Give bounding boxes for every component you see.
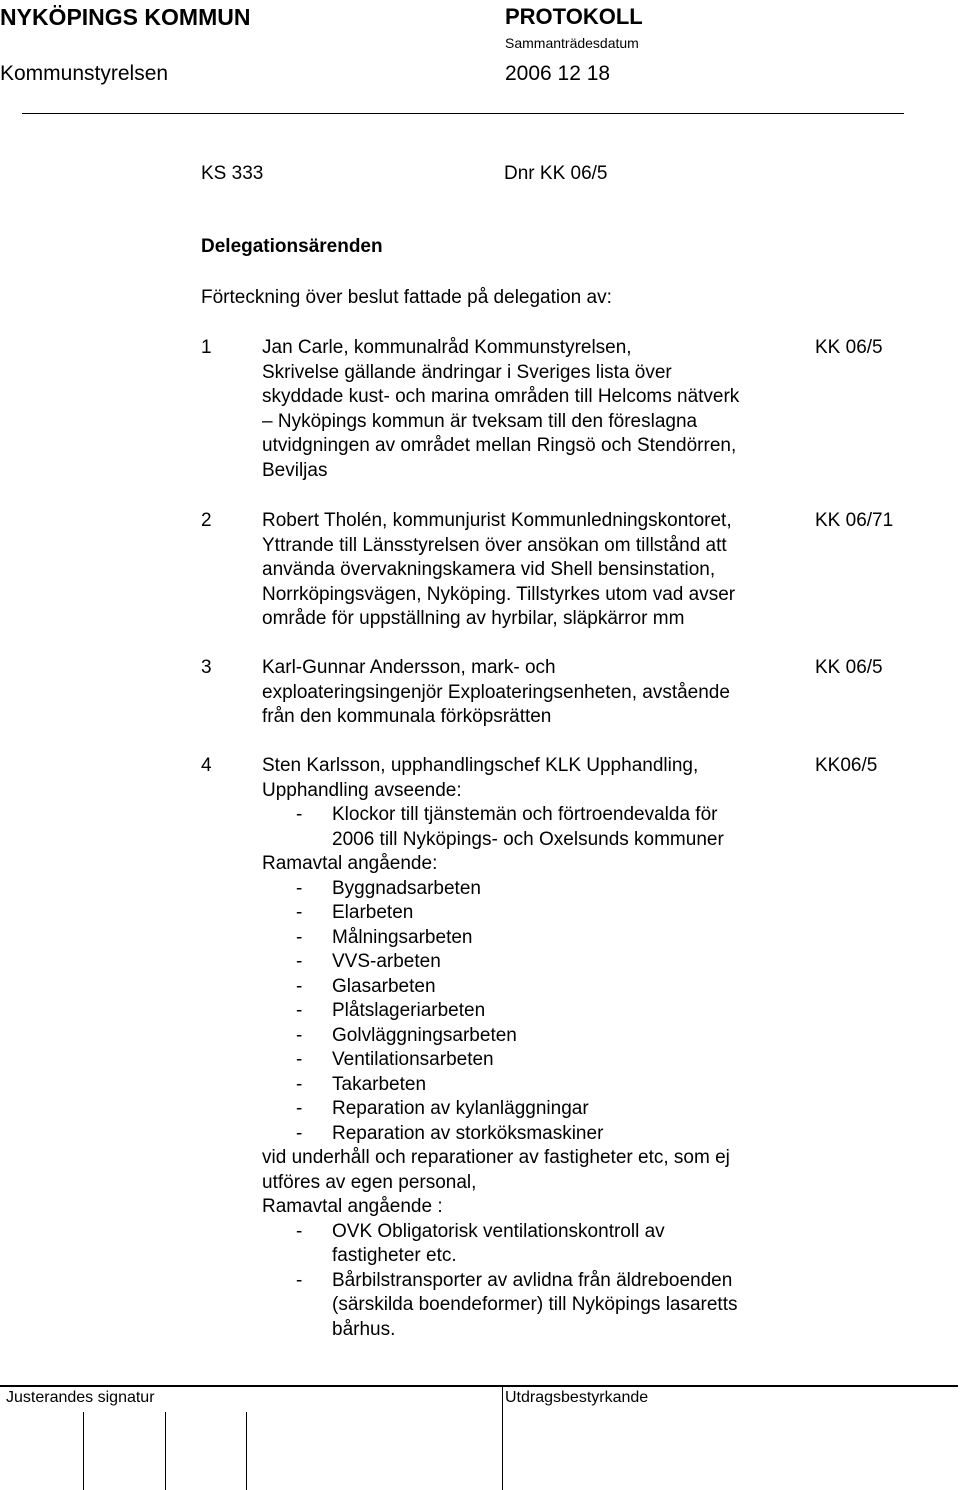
- bullet-item: [262, 901, 802, 926]
- bullet-item: [262, 1220, 802, 1245]
- bullet-continuation: (särskilda boendeformer) till Nyköpings lasaretts: [332, 1294, 738, 1315]
- item-4-text: [262, 754, 802, 1342]
- signature-label: Justerandes signatur: [6, 1389, 155, 1406]
- signature-box-divider: [502, 1386, 503, 1490]
- bullet-text: Plåtslageriarbeten: [332, 1000, 486, 1021]
- bullet-text: Elarbeten: [332, 902, 414, 923]
- item-reference: KK 06/5: [815, 337, 883, 358]
- board-name: Kommunstyrelsen: [0, 62, 169, 85]
- bullet-dash: -: [296, 926, 303, 948]
- bullet-dash: -: [296, 1220, 303, 1242]
- item-line: exploateringsingenjör Exploateringsenheten, avstående: [262, 681, 730, 703]
- bullet-item: [262, 877, 802, 902]
- item-reference: KK06/5: [815, 755, 878, 776]
- item-line: utvidgningen av området mellan Ringsö och Stendörren,: [262, 435, 737, 456]
- item-line: vid underhåll och reparationer av fastigheter etc, som ej: [262, 1147, 730, 1168]
- bullet-continuation: fastigheter etc.: [332, 1245, 457, 1266]
- bullet-dash: -: [296, 1122, 303, 1144]
- item-line: Robert Tholén, kommunjurist Kommunledningskontoret,: [262, 510, 732, 531]
- bullet-item: [262, 1048, 802, 1073]
- bullet-dash: -: [296, 951, 303, 972]
- bullet-dash: -: [296, 1073, 303, 1095]
- bullet-text: Klockor till tjänstemän och förtroendevalda för: [332, 804, 718, 825]
- bullet-item: [262, 1073, 802, 1098]
- item-reference: KK 06/71: [815, 510, 894, 531]
- intro-text: Förteckning över beslut fattade på delegation av:: [201, 287, 612, 308]
- bullet-item: [262, 1024, 802, 1049]
- bullet-dash: -: [296, 902, 303, 923]
- meeting-date-label: Sammanträdesdatum: [505, 35, 639, 51]
- item-line: utföres av egen personal,: [262, 1171, 477, 1193]
- item-3-text: [262, 656, 802, 730]
- item-1-text: [262, 336, 802, 483]
- item-2-text: [262, 509, 802, 632]
- bullet-dash: -: [296, 1098, 303, 1119]
- item-line: område för uppställning av hyrbilar, släpkärror mm: [262, 608, 685, 629]
- item-line: Karl-Gunnar Andersson, mark- och: [262, 657, 556, 678]
- bullet-item: [262, 926, 802, 951]
- item-line: Ramavtal angående:: [262, 853, 438, 874]
- bullet-text: VVS-arbeten: [332, 951, 441, 972]
- document-type: PROTOKOLL: [505, 4, 643, 29]
- bullet-item: [262, 1097, 802, 1122]
- bullet-text: Målningsarbeten: [332, 926, 473, 948]
- item-line: Skrivelse gällande ändringar i Sveriges lista över: [262, 361, 672, 383]
- bullet-dash: -: [296, 1024, 303, 1046]
- extract-label: Utdragsbestyrkande: [505, 1389, 649, 1406]
- bullet-dash: -: [296, 1000, 303, 1021]
- item-line: Norrköpingsvägen, Nyköping. Tillstyrkes utom vad avser: [262, 583, 736, 605]
- footer-rule: [0, 1385, 958, 1387]
- item-line: använda övervakningskamera vid Shell bensinstation,: [262, 559, 716, 580]
- item-line: Jan Carle, kommunalråd Kommunstyrelsen,: [262, 337, 632, 358]
- item-reference: KK 06/5: [815, 657, 883, 678]
- diary-number: Dnr KK 06/5: [504, 163, 608, 184]
- bullet-continuation: bårhus.: [332, 1318, 396, 1340]
- signature-box-divider: [165, 1412, 166, 1490]
- item-number: 4: [201, 755, 212, 776]
- bullet-item: [262, 1122, 802, 1147]
- item-number: 2: [201, 510, 212, 531]
- bullet-text: Golvläggningsarbeten: [332, 1024, 517, 1046]
- item-line: skyddade kust- och marina områden till Helcoms nätverk: [262, 386, 740, 407]
- bullet-text: Glasarbeten: [332, 975, 436, 997]
- bullet-item: [262, 975, 802, 1000]
- section-title: Delegationsärenden: [201, 236, 383, 257]
- bullet-item: [262, 803, 802, 828]
- bullet-text: Ventilationsarbeten: [332, 1049, 494, 1070]
- item-number: 3: [201, 657, 212, 678]
- item-line: från den kommunala förköpsrätten: [262, 706, 552, 727]
- signature-box-divider: [83, 1412, 84, 1490]
- bullet-text: Takarbeten: [332, 1073, 427, 1095]
- header-rule: [22, 113, 904, 114]
- bullet-dash: -: [296, 1049, 303, 1070]
- bullet-text: Byggnadsarbeten: [332, 877, 481, 899]
- bullet-dash: -: [296, 975, 303, 997]
- item-line: Ramavtal angående :: [262, 1196, 443, 1217]
- bullet-dash: -: [296, 804, 303, 825]
- bullet-text: Reparation av storköksmaskiner: [332, 1122, 604, 1144]
- case-number: KS 333: [201, 163, 264, 184]
- bullet-text: Bårbilstransporter av avlidna från äldreboenden: [332, 1269, 733, 1291]
- meeting-date: 2006 12 18: [505, 62, 611, 85]
- bullet-item: [262, 950, 802, 975]
- municipality-name: NYKÖPINGS KOMMUN: [0, 4, 251, 30]
- bullet-dash: -: [296, 877, 303, 899]
- item-line: – Nyköpings kommun är tveksam till den föreslagna: [262, 410, 698, 432]
- item-number: 1: [201, 337, 212, 358]
- bullet-item: [262, 1269, 802, 1294]
- signature-box-divider: [246, 1412, 247, 1490]
- bullet-text: OVK Obligatorisk ventilationskontroll av: [332, 1220, 665, 1242]
- bullet-continuation: 2006 till Nyköpings- och Oxelsunds kommuner: [332, 828, 724, 850]
- bullet-item: [262, 999, 802, 1024]
- bullet-dash: -: [296, 1269, 303, 1291]
- item-line: Upphandling avseende:: [262, 779, 462, 801]
- item-line: Sten Karlsson, upphandlingschef KLK Upphandling,: [262, 755, 699, 776]
- bullet-text: Reparation av kylanläggningar: [332, 1098, 589, 1119]
- item-line: Beviljas: [262, 459, 328, 481]
- item-line: Yttrande till Länsstyrelsen över ansökan om tillstånd att: [262, 534, 727, 556]
